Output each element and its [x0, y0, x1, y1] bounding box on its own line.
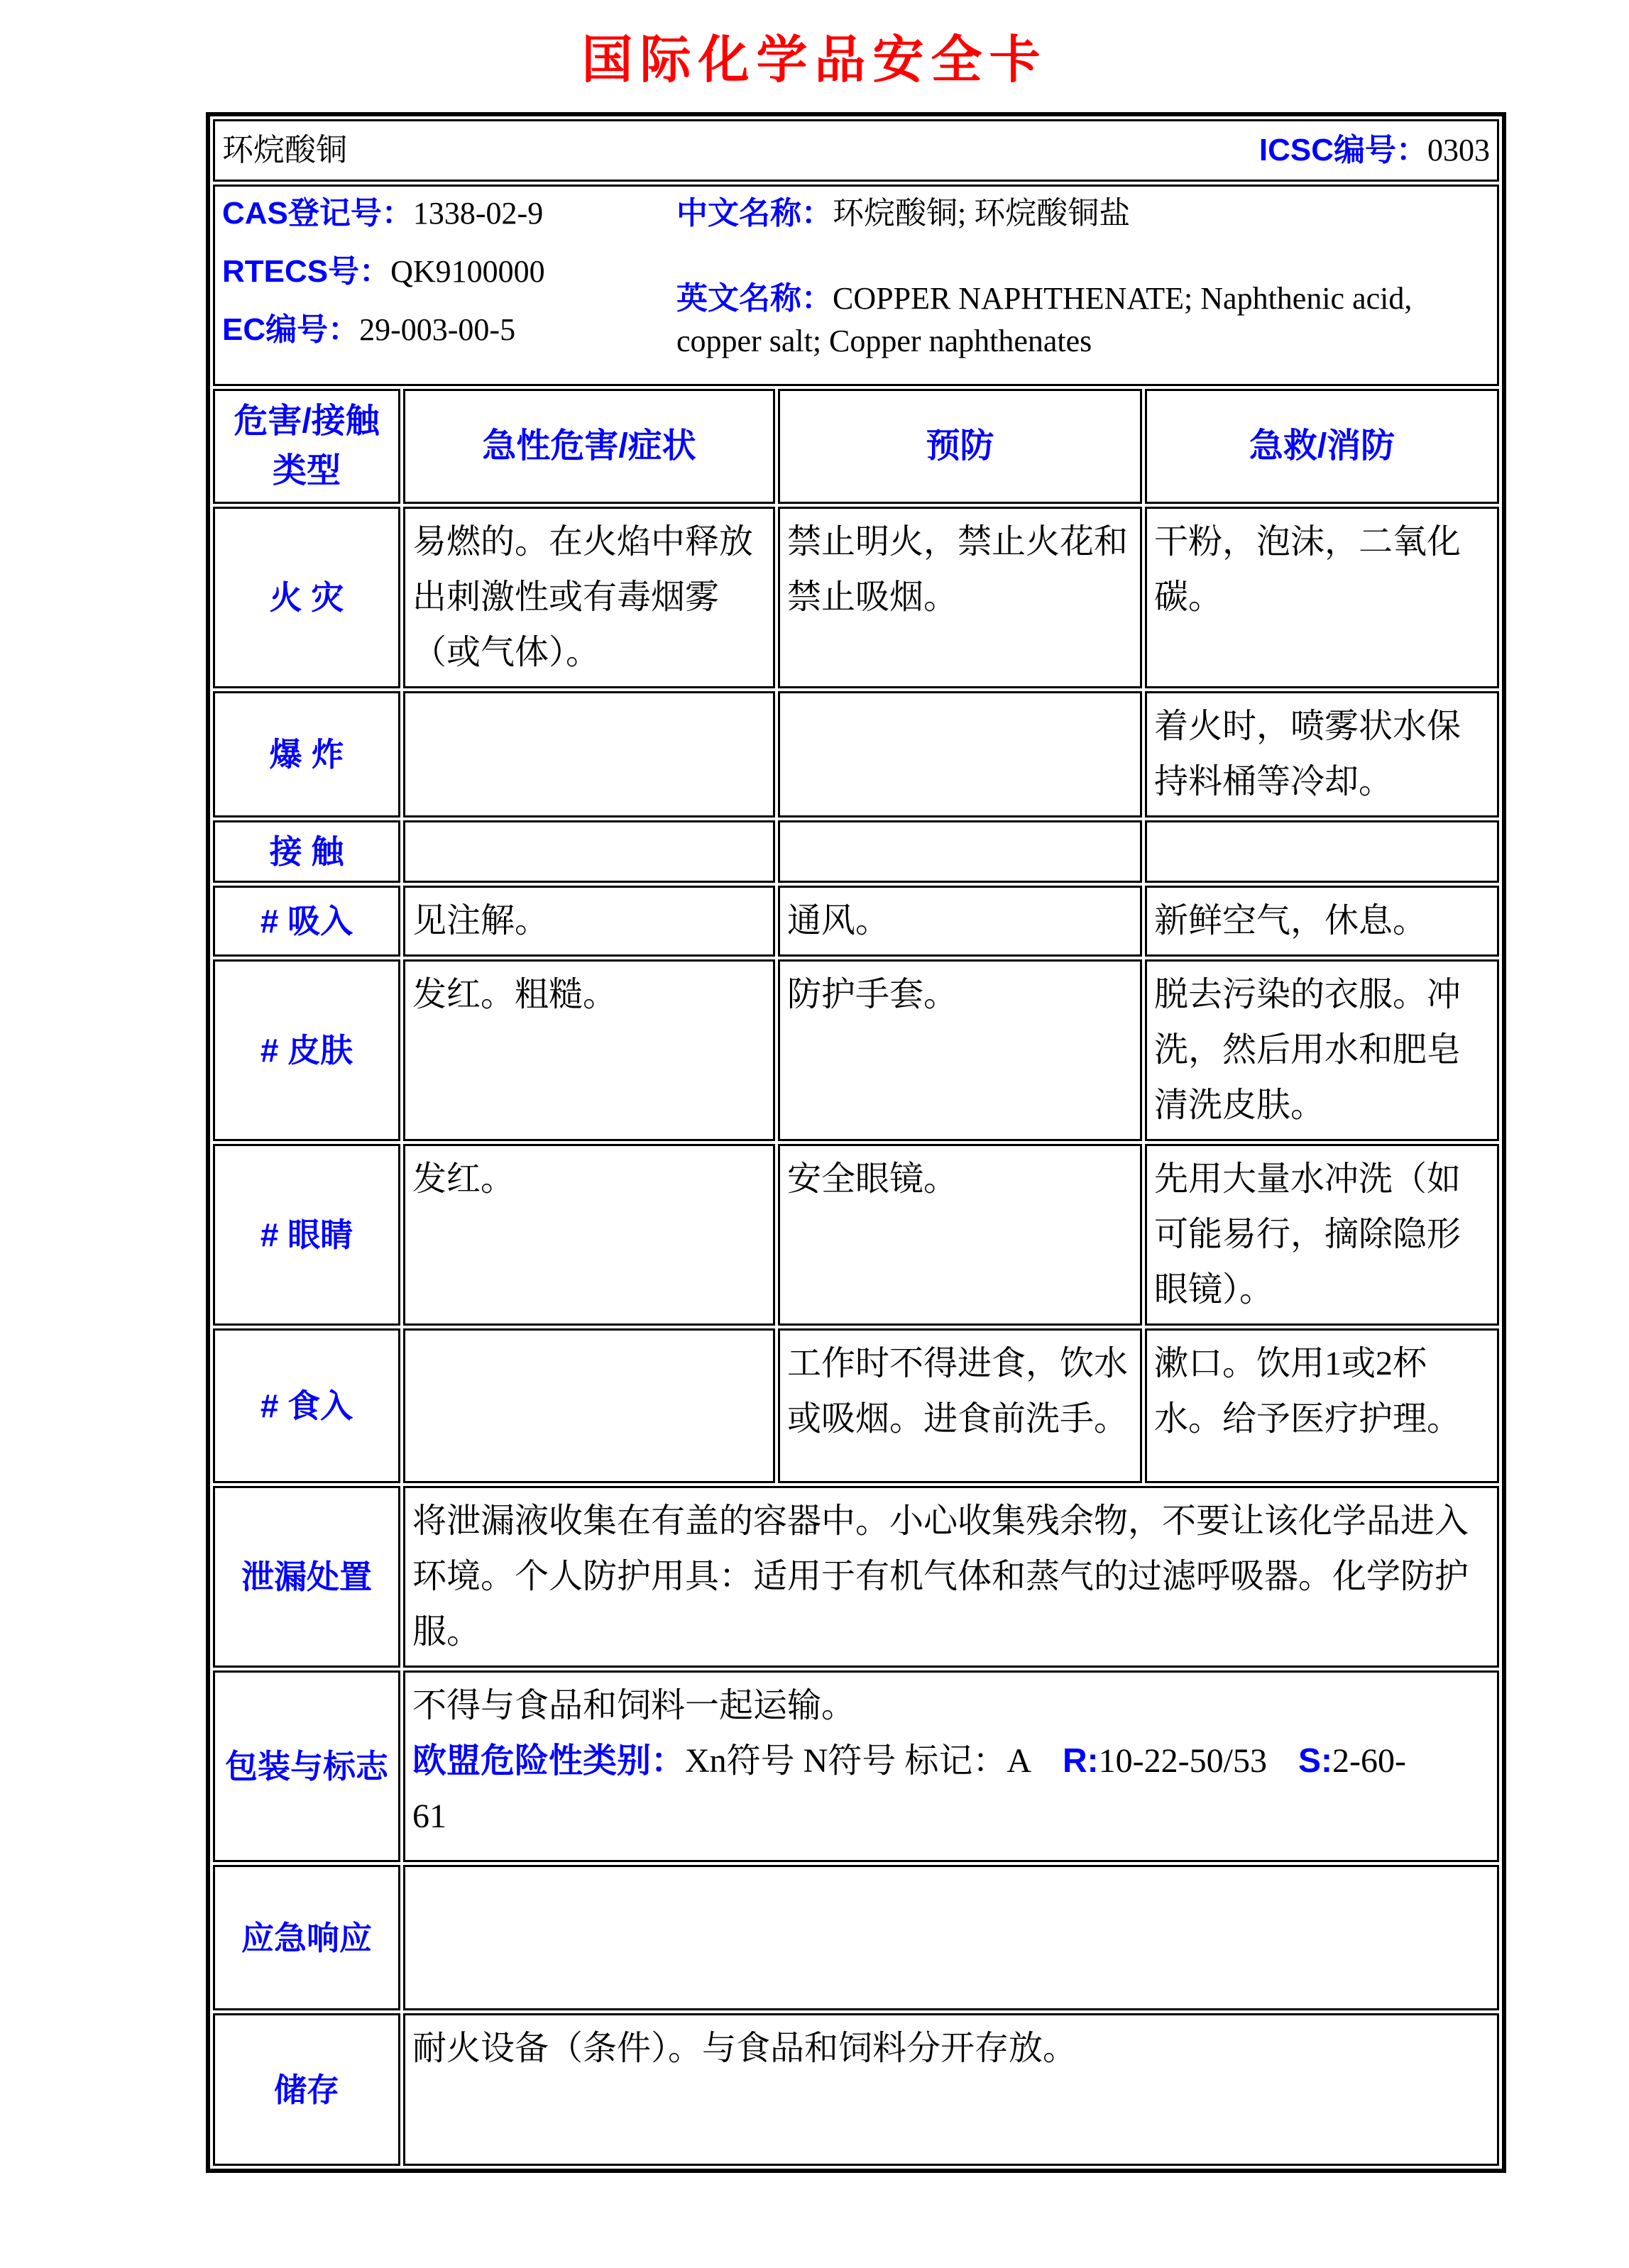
row-ingestion — [213, 1328, 1499, 1483]
rtecs-value: QK9100000 — [390, 254, 545, 289]
row-chemical-header — [213, 119, 1499, 182]
row-spill-disposal — [213, 1486, 1499, 1668]
column-header-firstaid: 急救/消防 — [1145, 389, 1499, 504]
inhalation-prevention-cell: 通风。 — [778, 886, 1142, 957]
ec-number-line — [222, 309, 676, 351]
spill-disposal-label: 泄漏处置 — [213, 1486, 400, 1668]
row-explosion — [213, 691, 1499, 818]
storage-label: 储存 — [213, 2013, 400, 2166]
row-eyes — [213, 1144, 1499, 1326]
storage-text-cell: 耐火设备（条件）。与食品和饲料分开存放。 — [403, 2013, 1499, 2166]
packaging-labelling-text-cell — [403, 1670, 1499, 1862]
fire-firstaid-cell: 干粉，泡沫，二氧化碳。 — [1145, 507, 1499, 688]
eyes-symptoms-cell: 发红。 — [403, 1144, 775, 1326]
skin-firstaid-cell: 脱去污染的衣服。冲洗，然后用水和肥皂清洗皮肤。 — [1145, 959, 1499, 1141]
ec-value: 29-003-00-5 — [359, 312, 516, 347]
column-header-prevention: 预防 — [778, 389, 1142, 504]
r-phrases-value: 10-22-50/53 — [1098, 1742, 1267, 1780]
ingestion-label: # 食入 — [213, 1328, 400, 1483]
ingestion-firstaid-cell: 漱口。饮用1或2杯水。给予医疗护理。 — [1145, 1328, 1499, 1483]
inhalation-firstaid-cell: 新鲜空气，休息。 — [1145, 886, 1499, 957]
ingestion-symptoms-cell — [403, 1328, 775, 1483]
icsc-number: 0303 — [1427, 132, 1490, 167]
chinese-name-value: 环烷酸铜; 环烷酸铜盐 — [833, 196, 1131, 231]
safety-card-table — [206, 112, 1506, 2173]
row-fire — [213, 507, 1499, 688]
row-skin — [213, 959, 1499, 1141]
skin-prevention-cell: 防护手套。 — [778, 959, 1142, 1141]
explosion-firstaid-cell: 着火时，喷雾状水保持料桶等冷却。 — [1145, 691, 1499, 818]
r-phrases-label: R: — [1063, 1742, 1099, 1780]
chemical-name: 环烷酸铜 — [222, 132, 347, 167]
icsc-number-group — [1259, 132, 1490, 170]
fire-prevention-cell: 禁止明火，禁止火花和禁止吸烟。 — [778, 507, 1142, 688]
emergency-response-label: 应急响应 — [213, 1865, 400, 2010]
registry-numbers-block — [222, 192, 676, 367]
icsc-label: ICSC编号： — [1258, 132, 1427, 167]
packaging-transport-line: 不得与食品和饲料一起运输。 — [412, 1687, 856, 1724]
inhalation-label: # 吸入 — [213, 886, 400, 957]
skin-label: # 皮肤 — [213, 959, 400, 1141]
spill-disposal-text-cell: 将泄漏液收集在有盖的容器中。小心收集残余物，不要让该化学品进入环境。个人防护用具：适用于有机气体和蒸气的过滤呼吸器。化学防护服。 — [403, 1486, 1499, 1668]
rtecs-number-line — [222, 251, 676, 293]
exposure-label: 接 触 — [213, 820, 400, 883]
s-phrases-label: S: — [1298, 1742, 1332, 1780]
rtecs-label: RTECS号： — [222, 254, 391, 289]
cas-label: CAS登记号： — [222, 196, 413, 231]
eu-hazard-class-value: Xn符号 N符号 标记：A — [685, 1742, 1032, 1780]
row-identifiers — [213, 185, 1499, 386]
emergency-response-text-cell — [403, 1865, 1499, 2010]
row-storage — [213, 2013, 1499, 2166]
cas-number-line — [222, 192, 676, 235]
cas-value: 1338-02-9 — [412, 196, 544, 231]
eyes-label: # 眼睛 — [213, 1144, 400, 1326]
eu-hazard-class-line — [412, 1734, 1427, 1844]
eyes-prevention-cell: 安全眼镜。 — [778, 1144, 1142, 1326]
english-name-label: 英文名称： — [676, 281, 833, 316]
chinese-name-line — [676, 192, 1490, 235]
inhalation-symptoms-cell: 见注解。 — [403, 886, 775, 957]
row-packaging-labelling — [213, 1670, 1499, 1862]
english-name-value: COPPER NAPHTHENATE; Naphthenic acid, copper salt; Copper naphthenates — [676, 281, 1413, 358]
chemical-header-cell — [213, 119, 1499, 182]
exposure-prevention-cell — [778, 820, 1142, 883]
fire-label: 火 灾 — [213, 507, 400, 688]
packaging-labelling-label: 包装与标志 — [213, 1670, 400, 1862]
eyes-firstaid-cell: 先用大量水冲洗（如可能易行，摘除隐形眼镜）。 — [1145, 1144, 1499, 1326]
explosion-label: 爆 炸 — [213, 691, 400, 818]
row-inhalation — [213, 886, 1499, 957]
english-name-line — [676, 277, 1490, 363]
column-header-symptoms: 急性危害/症状 — [403, 389, 775, 504]
eu-hazard-class-label: 欧盟危险性类别： — [412, 1742, 686, 1780]
chemical-names-block — [676, 192, 1490, 378]
skin-symptoms-cell: 发红。粗糙。 — [403, 959, 775, 1141]
explosion-symptoms-cell — [403, 691, 775, 818]
chinese-name-label: 中文名称： — [676, 196, 833, 231]
page-title: 国际化学品安全卡 — [581, 32, 1048, 89]
row-column-headers — [213, 389, 1499, 504]
fire-symptoms-cell: 易燃的。在火焰中释放出刺激性或有毒烟雾（或气体）。 — [403, 507, 775, 688]
column-header-hazard-type: 危害/接触类型 — [213, 389, 400, 504]
s-phrases-value: 2-60-61 — [412, 1742, 1406, 1835]
exposure-firstaid-cell — [1145, 820, 1499, 883]
identifiers-cell — [213, 185, 1499, 386]
explosion-prevention-cell — [778, 691, 1142, 818]
row-exposure — [213, 820, 1499, 883]
ec-label: EC编号： — [222, 312, 360, 347]
exposure-symptoms-cell — [403, 820, 775, 883]
ingestion-prevention-cell: 工作时不得进食，饮水或吸烟。进食前洗手。 — [778, 1328, 1142, 1483]
row-emergency-response — [213, 1865, 1499, 2010]
